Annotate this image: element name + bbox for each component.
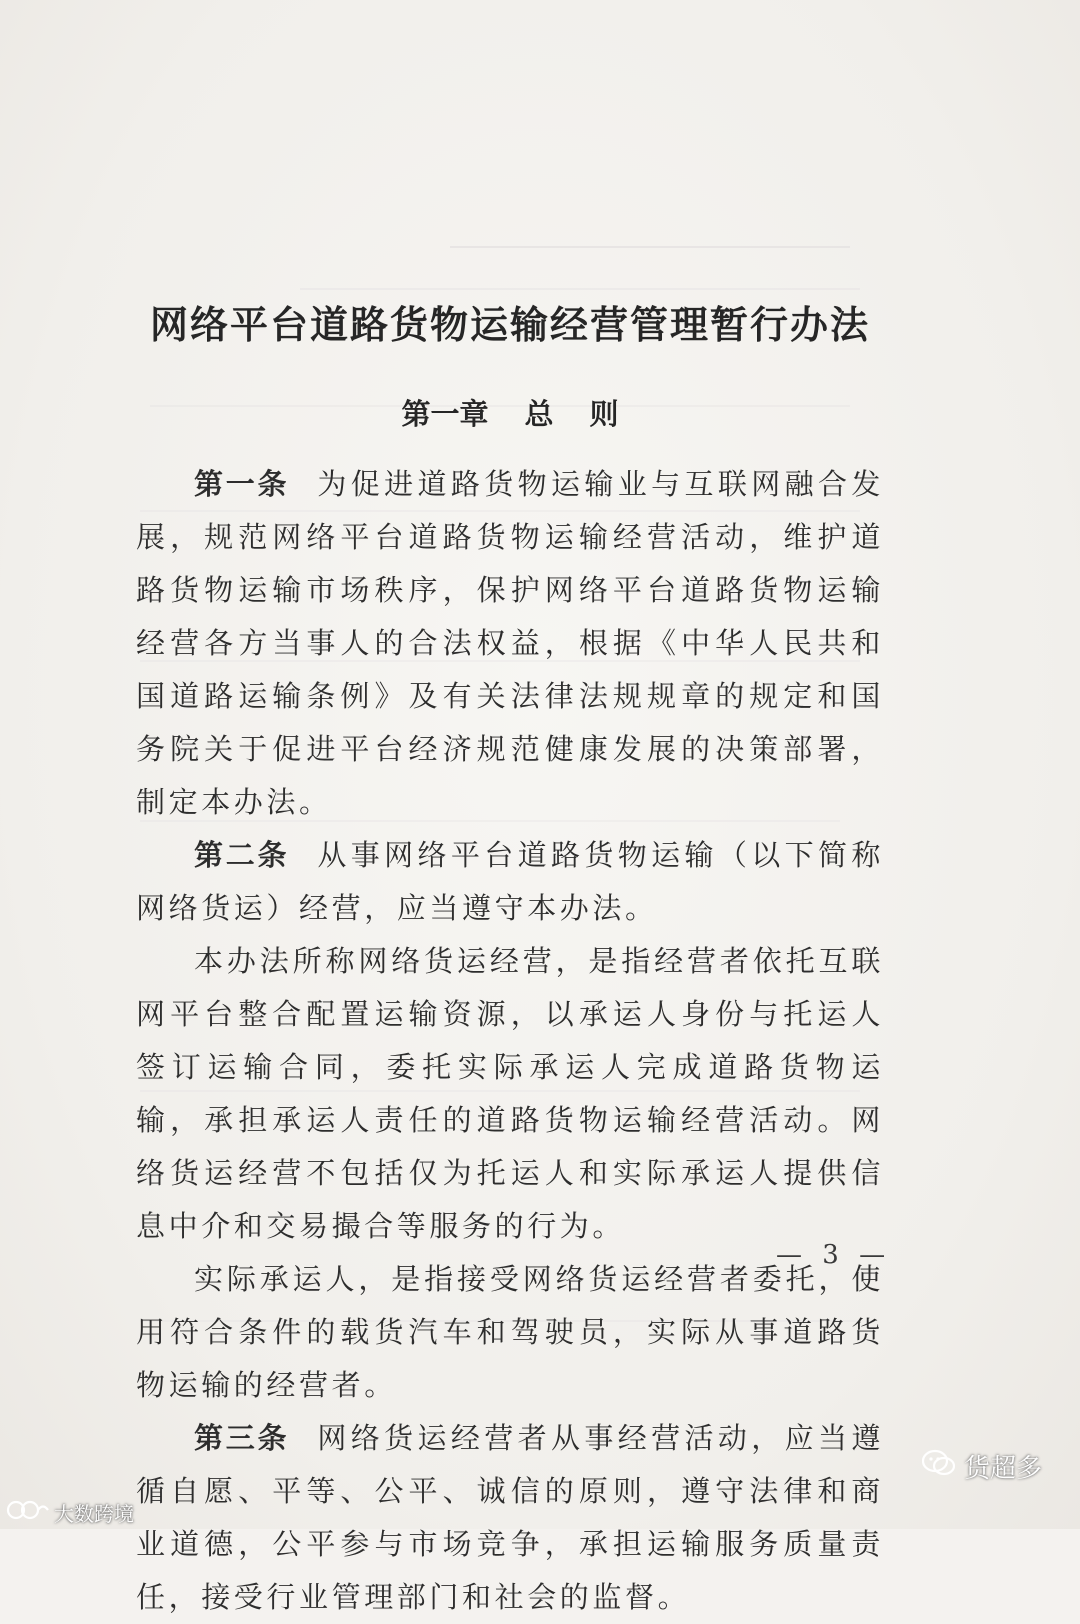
paragraph-article-1 — [136, 458, 884, 829]
paragraph-text: 网络货运经营者从事经营活动，应当遵循自愿、平等、公平、诚信的原则，遵守法律和商业道德，公平参与市场竞争，承担运输服务质量责任，接受行业管理部门和社会的监督。 — [136, 1421, 884, 1614]
article-label: 第一条 — [194, 467, 290, 501]
paragraph-text: 从事网络平台道路货物运输（以下简称网络货运）经营，应当遵守本办法。 — [136, 838, 884, 925]
paragraph-article-3 — [136, 1412, 884, 1624]
paragraph-article-2 — [136, 829, 884, 935]
paragraph-text: 本办法所称网络货运经营，是指经营者依托互联网平台整合配置运输资源，以承运人身份与托运人签订运输合同，委托实际承运人完成道路货物运输，承担承运人责任的道路货物运输经营活动。网络货运经营不包括仅为托运人和实际承运人提供信息中介和交易撮合等服务的行为。 — [136, 944, 884, 1243]
document-title: 网络平台道路货物运输经营管理暂行办法 — [149, 302, 870, 347]
chapter-number: 第一章 — [401, 397, 489, 431]
paragraph-text: 为促进道路货物运输业与互联网融合发展，规范网络平台道路货物运输经营活动，维护道路货物运输市场秩序，保护网络平台道路货物运输经营各方当事人的合法权益，根据《中华人民共和国道路运输条例》及有关法律法规规章的规定和国务院关于促进平台经济规范健康发展的决策部署，制定本办法。 — [136, 467, 884, 819]
wechat-icon — [922, 1449, 956, 1484]
page-number: — 3 — — [776, 1240, 892, 1270]
chapter-word-1: 总 — [524, 397, 554, 431]
paragraph-text: 实际承运人，是指接受网络货运经营者委托，使用符合条件的载货汽车和驾驶员，实际从事道路货物运输的经营者。 — [136, 1262, 884, 1402]
chapter-heading — [0, 392, 1020, 433]
watermark-left — [6, 1498, 134, 1527]
bleed-through-line — [300, 288, 860, 290]
watermark-left-text: 大数跨境 — [54, 1502, 134, 1526]
watermark-right — [922, 1448, 1042, 1485]
paragraph-definition-freight — [136, 935, 884, 1253]
bleed-through-line — [450, 246, 850, 248]
document-body — [136, 458, 884, 1624]
watermark-right-text: 货超多 — [964, 1454, 1043, 1484]
brand-logo-icon — [6, 1499, 50, 1526]
article-label: 第二条 — [194, 838, 290, 872]
article-label: 第三条 — [194, 1421, 290, 1455]
paragraph-definition-carrier — [136, 1253, 884, 1412]
chapter-word-2: 则 — [589, 397, 619, 431]
